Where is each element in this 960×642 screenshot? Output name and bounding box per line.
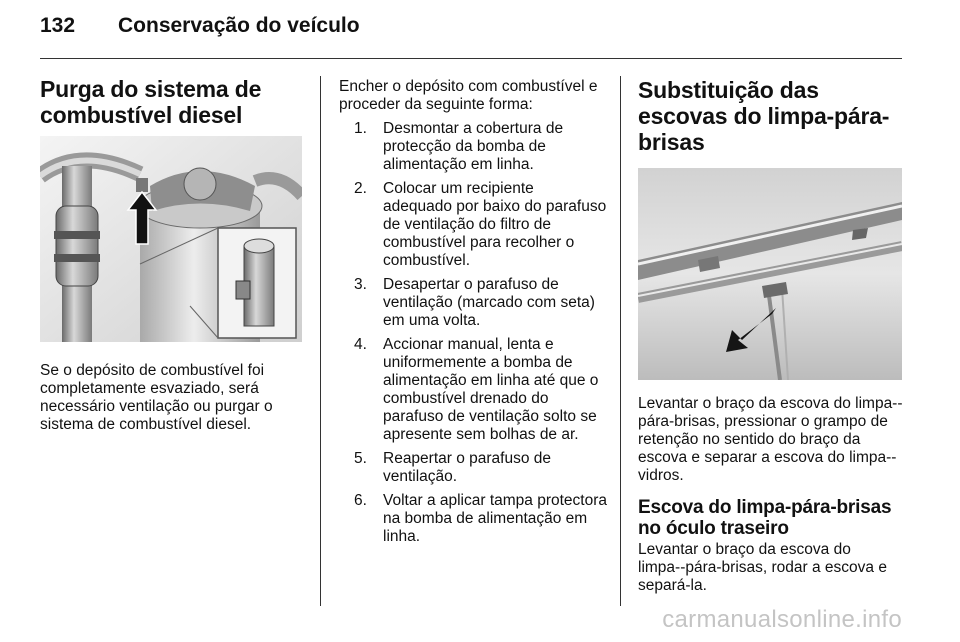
procedure-step (339, 492, 607, 546)
column-divider-1 (320, 76, 321, 606)
right-column-bottom (638, 395, 904, 595)
step-text: Colocar um recipiente adequado por baixo do parafuso de ventilação do filtro de combustível para recolher o combustível. (383, 180, 607, 269)
step-text: Desmontar a cobertura de protecção da bomba de alimentação em linha. (383, 120, 564, 173)
watermark: carmanualsonline.info (662, 606, 902, 633)
step-text: Voltar a aplicar tampa protectora na bomba de alimentação em linha. (383, 492, 608, 545)
column-divider-2 (620, 76, 621, 606)
page-title: Conservação do veículo (118, 14, 360, 37)
step-number: 1. (354, 120, 367, 137)
procedure-intro: Encher o depósito com combustível e proceder da seguinte forma: (339, 78, 598, 113)
section-heading-diesel-purge: Purga do sistema de combustível diesel (40, 76, 262, 128)
windscreen-blades-paragraph: Levantar o braço da escova do limpa--pára-brisas, pressionar o grampo de retenção no sentido do braço da escova e separar a escova do limpa--vidros. (638, 395, 903, 484)
procedure-step (339, 276, 607, 330)
procedure-steps (339, 120, 607, 546)
step-number: 5. (354, 450, 367, 467)
left-column (40, 76, 302, 128)
page-number: 132 (40, 14, 76, 37)
step-text: Reapertar o parafuso de ventilação. (383, 450, 552, 485)
header-rule (40, 58, 902, 59)
step-number: 4. (354, 336, 367, 353)
procedure-step (339, 336, 607, 444)
page-header (40, 14, 360, 38)
procedure-step (339, 180, 607, 270)
step-number: 3. (354, 276, 367, 293)
middle-column (339, 78, 607, 552)
subheading-rear-window-blade: Escova do limpa-pára-brisas no óculo traseiro (638, 497, 892, 539)
wiper-figure (638, 168, 902, 380)
fuel-pump-figure (40, 136, 302, 342)
step-number: 2. (354, 180, 367, 197)
step-text: Desapertar o parafuso de ventilação (marcado com seta) em uma volta. (383, 276, 595, 329)
section-heading-wiper-blades: Substituição das escovas do limpa-pára-brisas (638, 77, 890, 155)
procedure-step (339, 450, 607, 486)
left-paragraph-wrap (40, 362, 276, 434)
step-number: 6. (354, 492, 367, 509)
diesel-purge-paragraph: Se o depósito de combustível foi completamente esvaziado, será necessário ventilação ou purgar o sistema de combustível diesel. (40, 362, 273, 433)
step-text: Accionar manual, lenta e uniformemente a bomba de alimentação em linha até que o combustível drenado do parafuso de ventilação solto se apresente sem bolhas de ar. (383, 336, 599, 443)
rear-window-blade-paragraph: Levantar o braço da escova do limpa--pára-brisas, rodar a escova e separá-la. (638, 541, 887, 594)
procedure-step (339, 120, 607, 174)
